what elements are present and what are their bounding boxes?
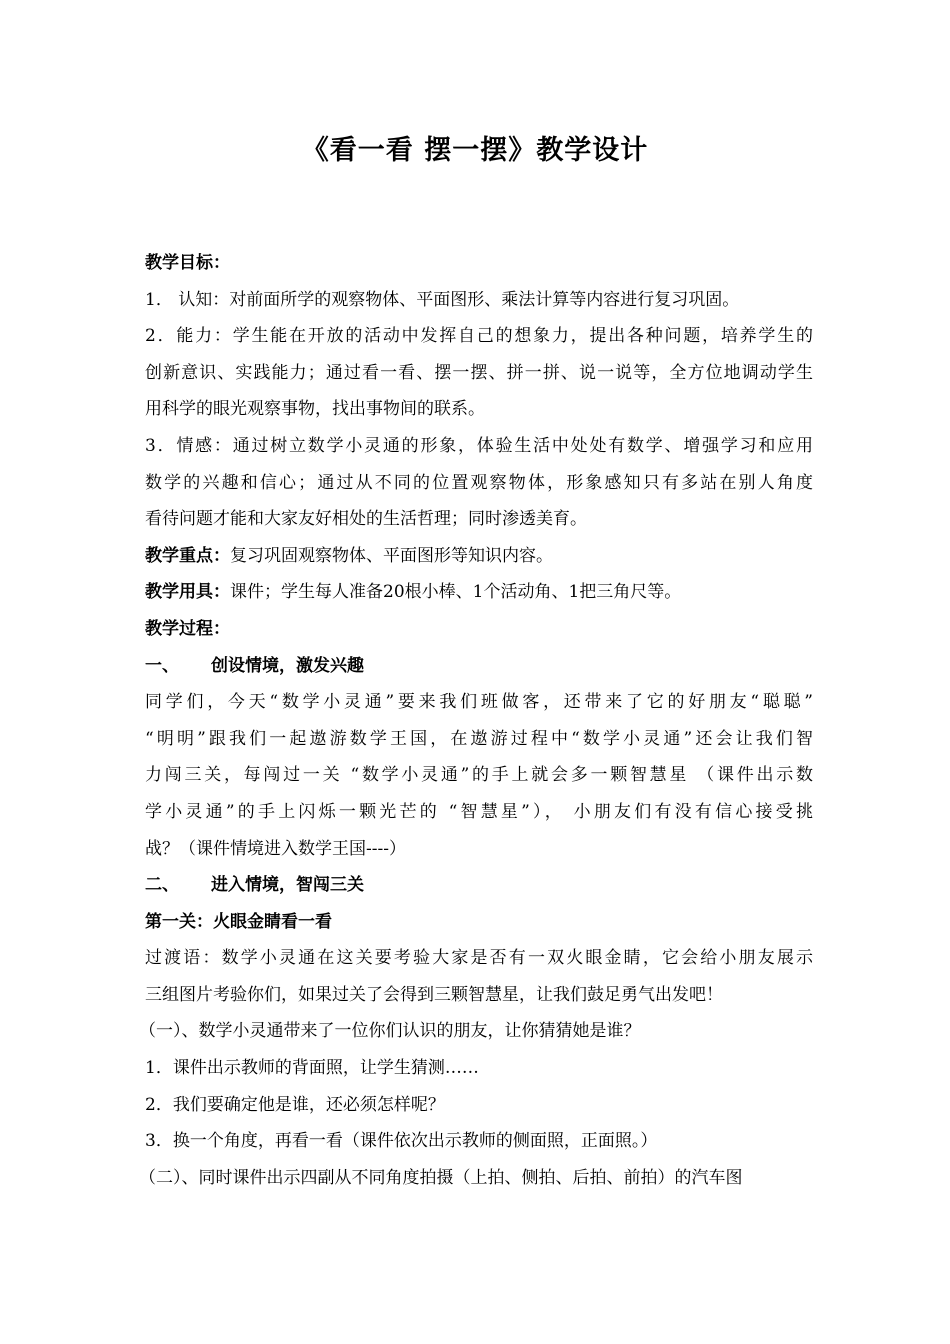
- step-1: 1．课件出示教师的背面照，让学生猜测……: [145, 1058, 479, 1079]
- step-3: 3．换一个角度，再看一看（课件依次出示教师的侧面照，正面照。）: [145, 1131, 658, 1152]
- section-2-number: 二、: [145, 875, 179, 896]
- step-2: 2．我们要确定他是谁，还必须怎样呢？: [145, 1094, 445, 1115]
- level-1-heading: 第一关：火眼金睛看一看: [145, 911, 332, 932]
- document-title: 《看一看 摆一摆》教学设计: [301, 135, 649, 166]
- para-1-line-2: “明明”跟我们一起遨游数学王国，在遨游过程中“数学小灵通”还会让我们智: [145, 728, 813, 749]
- objective-1-line-1: 1． 认知：对前面所学的观察物体、平面图形、乘法计算等内容进行复习巩固。: [145, 289, 740, 310]
- sub-item-1: （一）、数学小灵通带来了一位你们认识的朋友，让你猜猜她是谁？: [139, 1021, 641, 1042]
- key-points-text: 复习巩固观察物体、平面图形等知识内容。: [230, 545, 553, 566]
- teaching-tools-text: 课件；学生每人准备20根小棒、1个活动角、1把三角尺等。: [230, 582, 682, 603]
- section-1-number: 一、: [145, 655, 179, 676]
- document-body: [139, 245, 813, 1196]
- objective-3-line-3: 看待问题才能和大家友好相处的生活哲理；同时渗透美育。: [145, 509, 587, 530]
- key-points: [145, 538, 813, 575]
- para-2-line-1: 过渡语：数学小灵通在这关要考验大家是否有一双火眼金睛，它会给小朋友展示: [145, 948, 813, 969]
- objective-2-line-1: 2．能力：学生能在开放的活动中发挥自己的想象力，提出各种问题，培养学生的: [145, 326, 813, 347]
- para-1-line-5: 战？（课件情境进入数学王国----）: [145, 838, 406, 859]
- objective-3-line-1: 3．情感：通过树立数学小灵通的形象，体验生活中处处有数学、增强学习和应用: [145, 435, 813, 456]
- section-1-heading: [145, 648, 813, 685]
- para-1-line-4: 学小灵通”的手上闪烁一颗光芒的 “智慧星”）， 小朋友们有没有信心接受挑: [145, 801, 813, 822]
- objective-3-line-2: 数学的兴趣和信心；通过从不同的位置观察物体，形象感知只有多站在别人角度: [145, 472, 813, 493]
- sub-item-2: （二）、同时课件出示四副从不同角度拍摄（上拍、侧拍、后拍、前拍）的汽车图: [139, 1167, 743, 1188]
- objective-2-line-2: 创新意识、实践能力；通过看一看、摆一摆、拼一拼、说一说等，全方位地调动学生: [145, 362, 813, 383]
- teaching-tools: [145, 574, 813, 611]
- teaching-tools-label: 教学用具：: [145, 582, 230, 603]
- objectives-heading: 教学目标：: [145, 253, 230, 273]
- para-2-line-2: 三组图片考验你们，如果过关了会得到三颗智慧星，让我们鼓足勇气出发吧！: [145, 984, 723, 1005]
- objective-2-line-3: 用科学的眼光观察事物，找出事物间的联系。: [145, 399, 485, 420]
- para-1-line-3: 力闯三关，每闯过一关 “数学小灵通”的手上就会多一颗智慧星 （课件出示数: [145, 765, 813, 786]
- section-1-title: 创设情境，激发兴趣: [211, 655, 364, 676]
- section-2-heading: [145, 867, 813, 904]
- process-heading: 教学过程：: [145, 618, 230, 639]
- section-2-title: 进入情境，智闯三关: [211, 875, 364, 896]
- key-points-label: 教学重点：: [145, 545, 230, 566]
- para-1-line-1: 同学们，今天“数学小灵通”要来我们班做客，还带来了它的好朋友“聪聪”: [145, 692, 813, 713]
